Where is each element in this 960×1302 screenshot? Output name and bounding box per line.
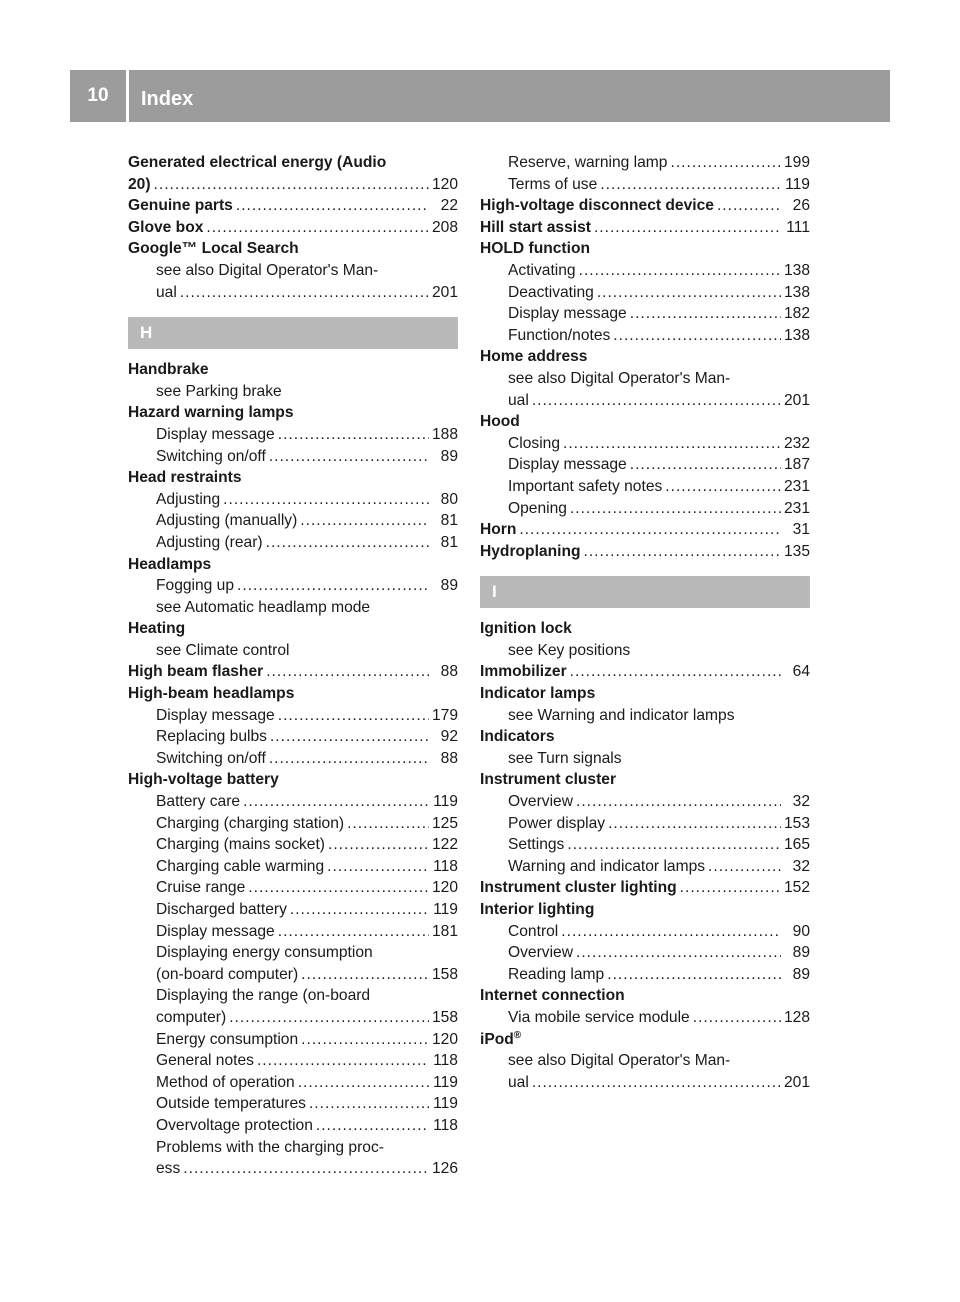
- page-number: 10: [87, 85, 109, 106]
- index-entry[interactable]: [480, 195, 810, 217]
- page-ref[interactable]: 187: [783, 456, 810, 474]
- page-ref[interactable]: 135: [783, 542, 810, 560]
- index-entry[interactable]: [128, 174, 458, 196]
- page-ref[interactable]: 165: [783, 836, 810, 854]
- index-subentry[interactable]: [128, 575, 458, 597]
- page-ref[interactable]: 119: [433, 901, 458, 918]
- page-ref[interactable]: 125: [431, 814, 458, 832]
- index-heading: Interior lighting: [480, 901, 595, 918]
- index-term: ual: [508, 391, 529, 409]
- see-reference[interactable]: see Turn signals: [508, 749, 622, 767]
- index-subentry[interactable]: [128, 510, 458, 532]
- index-heading: Head restraints: [128, 469, 242, 487]
- index-subentry[interactable]: [128, 748, 458, 770]
- page-ref[interactable]: 158: [431, 965, 458, 983]
- page-ref[interactable]: 138: [783, 326, 810, 344]
- page-ref[interactable]: 32: [792, 857, 810, 875]
- index-subentry[interactable]: [480, 813, 810, 835]
- index-term: Activating: [508, 261, 576, 279]
- page-ref[interactable]: 199: [783, 154, 810, 171]
- index-term: Glove box: [128, 218, 204, 236]
- index-heading: Internet connection: [480, 987, 625, 1005]
- index-term: Deactivating: [508, 283, 594, 301]
- index-subentry[interactable]: [128, 877, 458, 899]
- index-term: Opening: [508, 499, 567, 517]
- index-term: Overvoltage protection: [156, 1116, 313, 1134]
- index-heading: Hood: [480, 413, 520, 431]
- page-ref[interactable]: 32: [792, 793, 810, 811]
- index-term: Overview: [508, 944, 573, 962]
- see-reference[interactable]: see Automatic headlamp mode: [156, 598, 371, 616]
- page-ref[interactable]: 118: [433, 1116, 458, 1134]
- index-term: Reserve, warning lamp: [508, 154, 668, 171]
- index-term: Adjusting (rear): [156, 533, 263, 551]
- index-subentry-line1: Problems with the charging proc-: [156, 1138, 384, 1156]
- index-term: Overview: [508, 793, 573, 811]
- index-subentry[interactable]: [480, 282, 810, 304]
- page-ref[interactable]: 118: [433, 1052, 458, 1070]
- index-term: computer): [156, 1008, 227, 1026]
- registered-mark: ®: [513, 1029, 522, 1041]
- page-ref[interactable]: 92: [440, 728, 458, 746]
- page-ref[interactable]: 88: [440, 663, 458, 681]
- page-ref[interactable]: 120: [431, 1030, 458, 1048]
- index-subentry[interactable]: [480, 498, 810, 520]
- page-ref[interactable]: 153: [783, 814, 810, 832]
- index-term: ual: [508, 1073, 529, 1091]
- index-heading: High-voltage battery: [128, 771, 279, 789]
- index-subentry[interactable]: [128, 1029, 458, 1051]
- see-also-reference: see also Digital Operator's Man-: [508, 369, 731, 387]
- see-also-reference: see also Digital Operator's Man-: [156, 261, 379, 279]
- page-ref[interactable]: 119: [433, 1095, 458, 1113]
- index-subentry[interactable]: [128, 899, 458, 921]
- index-subentry[interactable]: [480, 260, 810, 282]
- index-subentry[interactable]: [480, 921, 810, 943]
- index-subentry[interactable]: [480, 454, 810, 476]
- page-ref[interactable]: 88: [440, 749, 458, 767]
- index-subentry[interactable]: [480, 390, 810, 412]
- index-subentry[interactable]: [128, 791, 458, 813]
- see-reference[interactable]: see Parking brake: [156, 382, 282, 400]
- index-term: Horn: [480, 521, 517, 539]
- page-ref[interactable]: 64: [792, 663, 810, 681]
- index-subentry-line1: Displaying energy consumption: [156, 944, 373, 962]
- index-term: Display message: [156, 706, 275, 724]
- index-term: iPod: [480, 1030, 514, 1048]
- index-heading: HOLD function: [480, 240, 591, 258]
- index-heading: Generated electrical energy (Audio: [128, 154, 387, 171]
- page-header: [70, 70, 890, 122]
- page-ref[interactable]: 81: [440, 533, 458, 551]
- page-ref[interactable]: 231: [783, 499, 810, 517]
- index-term: Settings: [508, 836, 565, 854]
- index-term: Outside temperatures: [156, 1095, 306, 1113]
- index-term: Battery care: [156, 793, 241, 811]
- page-ref[interactable]: 122: [431, 836, 458, 854]
- index-subentry[interactable]: [128, 1093, 458, 1115]
- index-term: Fogging up: [156, 577, 235, 595]
- page-ref[interactable]: 120: [431, 879, 458, 897]
- index-term: Terms of use: [508, 175, 598, 193]
- page-ref[interactable]: 120: [431, 175, 458, 193]
- index-entry[interactable]: [128, 195, 458, 217]
- page-ref[interactable]: 201: [783, 391, 810, 409]
- index-subentry[interactable]: [128, 856, 458, 878]
- index-term: High-voltage disconnect device: [480, 197, 714, 215]
- page-title: Index: [141, 88, 194, 110]
- index-term: Adjusting: [156, 490, 221, 508]
- index-subentry[interactable]: [128, 1072, 458, 1094]
- index-term: General notes: [156, 1052, 254, 1070]
- index-heading: Google™ Local Search: [128, 240, 299, 258]
- page-ref[interactable]: 158: [431, 1008, 458, 1026]
- index-entry[interactable]: [480, 541, 810, 563]
- page-ref[interactable]: 179: [431, 706, 458, 724]
- index-term: Display message: [156, 425, 275, 443]
- index-term: Switching on/off: [156, 447, 266, 465]
- page-ref[interactable]: 89: [792, 944, 810, 962]
- index-subentry[interactable]: [480, 942, 810, 964]
- index-heading: Hazard warning lamps: [128, 404, 294, 422]
- index-term: Switching on/off: [156, 749, 266, 767]
- index-subentry[interactable]: [480, 1007, 810, 1029]
- index-term: Via mobile service module: [508, 1008, 690, 1026]
- index-subentry[interactable]: [128, 489, 458, 511]
- index-term: Immobilizer: [480, 663, 567, 681]
- index-entry[interactable]: [128, 217, 458, 239]
- section-letter-h: H: [128, 317, 458, 349]
- index-entry[interactable]: [128, 661, 458, 683]
- header-divider: [126, 70, 129, 122]
- page-ref[interactable]: 232: [783, 434, 810, 452]
- index-heading: Ignition lock: [480, 620, 572, 638]
- page-ref[interactable]: 89: [440, 577, 458, 595]
- index-term: Charging cable warming: [156, 857, 325, 875]
- index-term: Cruise range: [156, 879, 246, 897]
- page-ref[interactable]: 119: [433, 793, 458, 811]
- page-ref[interactable]: 111: [786, 218, 810, 236]
- index-subentry[interactable]: [480, 325, 810, 347]
- page-ref[interactable]: 31: [792, 521, 810, 539]
- index-heading: Instrument cluster: [480, 771, 617, 789]
- index-term: Hill start assist: [480, 218, 591, 236]
- index-term: Genuine parts: [128, 197, 233, 215]
- index-term: Hydroplaning: [480, 542, 581, 560]
- index-term: Function/notes: [508, 326, 611, 344]
- index-subentry[interactable]: [128, 446, 458, 468]
- index-subentry[interactable]: [128, 834, 458, 856]
- index-subentry-line1: Displaying the range (on-board: [156, 987, 371, 1005]
- section-letter-i: I: [480, 576, 810, 608]
- index-subentry[interactable]: [128, 1007, 458, 1029]
- page-ref[interactable]: 22: [440, 197, 458, 215]
- index-subentry[interactable]: [128, 1115, 458, 1137]
- index-entry[interactable]: [128, 282, 458, 304]
- index-heading: Indicator lamps: [480, 685, 596, 703]
- see-reference[interactable]: see Climate control: [156, 641, 290, 659]
- index-subentry[interactable]: [480, 152, 810, 174]
- page-ref[interactable]: 89: [792, 965, 810, 983]
- index-term: Method of operation: [156, 1073, 295, 1091]
- index-term: (on-board computer): [156, 965, 299, 983]
- page-ref[interactable]: 90: [792, 922, 810, 940]
- index-term: Display message: [508, 456, 627, 474]
- page-ref[interactable]: 89: [440, 447, 458, 465]
- page-ref[interactable]: 208: [431, 218, 458, 236]
- see-also-reference: see also Digital Operator's Man-: [508, 1052, 731, 1070]
- index-term: Discharged battery: [156, 901, 287, 918]
- index-subentry[interactable]: [128, 726, 458, 748]
- index-subentry[interactable]: [128, 532, 458, 554]
- index-heading: High-beam headlamps: [128, 685, 295, 703]
- page-ref[interactable]: 26: [792, 197, 810, 215]
- index-term: ess: [156, 1160, 181, 1178]
- page-ref[interactable]: 182: [783, 305, 810, 323]
- page-ref[interactable]: 118: [433, 857, 458, 875]
- index-term: ual: [156, 283, 177, 301]
- index-term: Power display: [508, 814, 606, 832]
- page-ref[interactable]: 201: [431, 283, 458, 301]
- index-heading: Handbrake: [128, 361, 209, 379]
- index-entry[interactable]: [480, 519, 810, 541]
- index-term: Reading lamp: [508, 965, 605, 983]
- page-ref[interactable]: 138: [783, 261, 810, 279]
- page-ref[interactable]: 119: [433, 1073, 458, 1091]
- index-term: Closing: [508, 434, 561, 452]
- index-term: Display message: [508, 305, 627, 323]
- index-term: High beam flasher: [128, 663, 264, 681]
- page-ref[interactable]: 128: [783, 1008, 810, 1026]
- index-term: Control: [508, 922, 559, 940]
- index-heading: Heating: [128, 620, 186, 638]
- index-entry[interactable]: [480, 217, 810, 239]
- index-subentry[interactable]: [128, 813, 458, 835]
- index-subentry[interactable]: [480, 791, 810, 813]
- index-subentry[interactable]: [480, 856, 810, 878]
- index-subentry[interactable]: [480, 174, 810, 196]
- index-subentry[interactable]: [480, 303, 810, 325]
- index-subentry[interactable]: [128, 964, 458, 986]
- page-ref[interactable]: 80: [440, 490, 458, 508]
- index-subentry[interactable]: [480, 476, 810, 498]
- index-subentry[interactable]: [480, 433, 810, 455]
- index-entry[interactable]: [480, 661, 810, 683]
- index-term: Replacing bulbs: [156, 728, 267, 746]
- index-term: Energy consumption: [156, 1030, 299, 1048]
- index-column-right: [480, 152, 810, 1093]
- page-ref[interactable]: 152: [783, 879, 810, 897]
- page-ref[interactable]: 81: [440, 512, 458, 530]
- index-term: Charging (mains socket): [156, 836, 325, 854]
- page-ref[interactable]: 231: [783, 477, 810, 495]
- page-ref[interactable]: 119: [785, 175, 810, 193]
- index-term: Adjusting (manually): [156, 512, 298, 530]
- page-ref[interactable]: 201: [783, 1073, 810, 1091]
- index-term: Charging (charging station): [156, 814, 345, 832]
- index-term: Instrument cluster lighting: [480, 879, 677, 897]
- see-reference[interactable]: see Warning and indicator lamps: [508, 706, 735, 724]
- index-subentry[interactable]: [128, 1050, 458, 1072]
- index-term: 20): [128, 175, 151, 193]
- page-ref[interactable]: 126: [431, 1160, 458, 1178]
- index-subentry[interactable]: [128, 705, 458, 727]
- index-heading: Indicators: [480, 728, 555, 746]
- index-subentry[interactable]: [128, 424, 458, 446]
- index-heading: [480, 1029, 810, 1051]
- index-subentry[interactable]: [128, 1158, 458, 1180]
- index-term: Warning and indicator lamps: [508, 857, 706, 875]
- see-reference[interactable]: see Key positions: [508, 641, 631, 659]
- index-heading: Headlamps: [128, 555, 212, 573]
- index-subentry[interactable]: [480, 834, 810, 856]
- index-column-left: [128, 152, 458, 1180]
- index-subentry[interactable]: [480, 1072, 810, 1094]
- page-ref[interactable]: 188: [431, 425, 458, 443]
- index-subentry[interactable]: [128, 921, 458, 943]
- page-ref[interactable]: 138: [783, 283, 810, 301]
- index-entry[interactable]: [480, 877, 810, 899]
- index-term: Display message: [156, 922, 275, 940]
- page-ref[interactable]: 181: [431, 922, 458, 940]
- index-subentry[interactable]: [480, 964, 810, 986]
- index-term: Important safety notes: [508, 477, 663, 495]
- index-heading: Home address: [480, 348, 588, 366]
